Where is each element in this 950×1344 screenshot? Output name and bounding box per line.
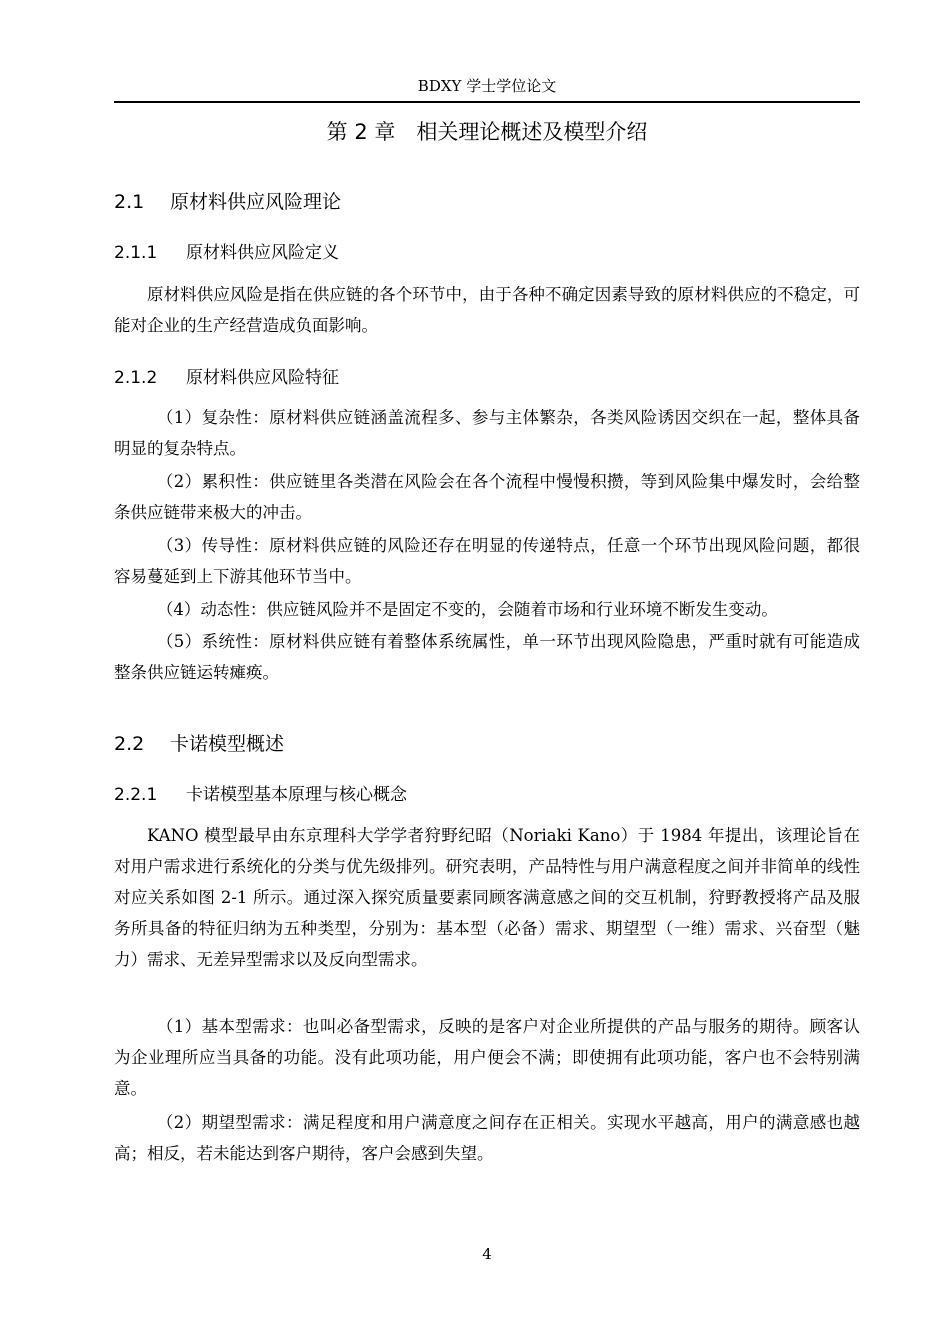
section-title: 原材料供应风险特征: [186, 368, 339, 388]
chapter-title: 第 2 章 相关理论概述及模型介绍: [326, 120, 648, 144]
section-number: 2.2.1: [114, 785, 158, 805]
section-heading-2-2: [114, 730, 284, 758]
page-number: 4: [482, 1245, 492, 1263]
paragraph: KANO 模型最早由东京理科大学学者狩野纪昭（Noriaki Kano）于 1984 年提出，该理论旨在对用户需求进行系统化的分类与优先级排列。研究表明，产品特性与用户满意程度之间并非简单的线性对应关系如图 2-1 所示。通过深入探究质量要素同顾客满意感之间的交互机制，狩野教授将产品及服务所具备的特征归纳为五种类型，分别为：基本型（必备）需求、期望型（一维）需求、兴奋型（魅力）需求、无差异型需求以及反向型需求。: [114, 826, 860, 969]
section-title: 卡诺模型概述: [170, 733, 285, 755]
section-heading-2-1-2: [114, 365, 339, 391]
list-item: （1）复杂性：原材料供应链涵盖流程多、参与主体繁杂，各类风险诱因交织在一起，整体具备明显的复杂特点。: [114, 408, 860, 458]
section-number: 2.1.2: [114, 368, 158, 388]
list-item: （4）动态性：供应链风险并不是固定不变的，会随着市场和行业环境不断发生变动。: [156, 600, 778, 619]
list-item: （2）累积性：供应链里各类潜在风险会在各个流程中慢慢积攒，等到风险集中爆发时，会给整条供应链带来极大的冲击。: [114, 472, 860, 522]
header-rule: [114, 101, 860, 103]
section-title: 原材料供应风险理论: [170, 191, 342, 213]
paragraph: 原材料供应风险是指在供应链的各个环节中，由于各种不确定因素导致的原材料供应的不稳定，可能对企业的生产经营造成负面影响。: [114, 285, 860, 335]
section-number: 2.2: [114, 733, 145, 755]
section-number: 2.1.1: [114, 243, 158, 263]
section-heading-2-2-1: [114, 782, 407, 808]
list-item: （5）系统性：原材料供应链有着整体系统属性，单一环节出现风险隐患，严重时就有可能造成整条供应链运转瘫痪。: [114, 632, 860, 682]
section-heading-2-1-1: [114, 240, 339, 266]
list-item: （2）期望型需求：满足程度和用户满意度之间存在正相关。实现水平越高，用户的满意感也越高；相反，若未能达到客户期待，客户会感到失望。: [114, 1113, 860, 1163]
section-title: 卡诺模型基本原理与核心概念: [186, 785, 407, 805]
running-header: BDXY 学士学位论文: [417, 77, 557, 95]
list-item: （1）基本型需求：也叫必备型需求，反映的是客户对企业所提供的产品与服务的期待。顾客认为企业理所应当具备的功能。没有此项功能，用户便会不满；即使拥有此项功能，客户也不会特别满意。: [114, 1017, 860, 1098]
section-title: 原材料供应风险定义: [186, 243, 339, 263]
section-heading-2-1: [114, 188, 341, 216]
list-item: （3）传导性：原材料供应链的风险还存在明显的传递特点，任意一个环节出现风险问题，都很容易蔓延到上下游其他环节当中。: [114, 536, 860, 586]
section-number: 2.1: [114, 191, 145, 213]
